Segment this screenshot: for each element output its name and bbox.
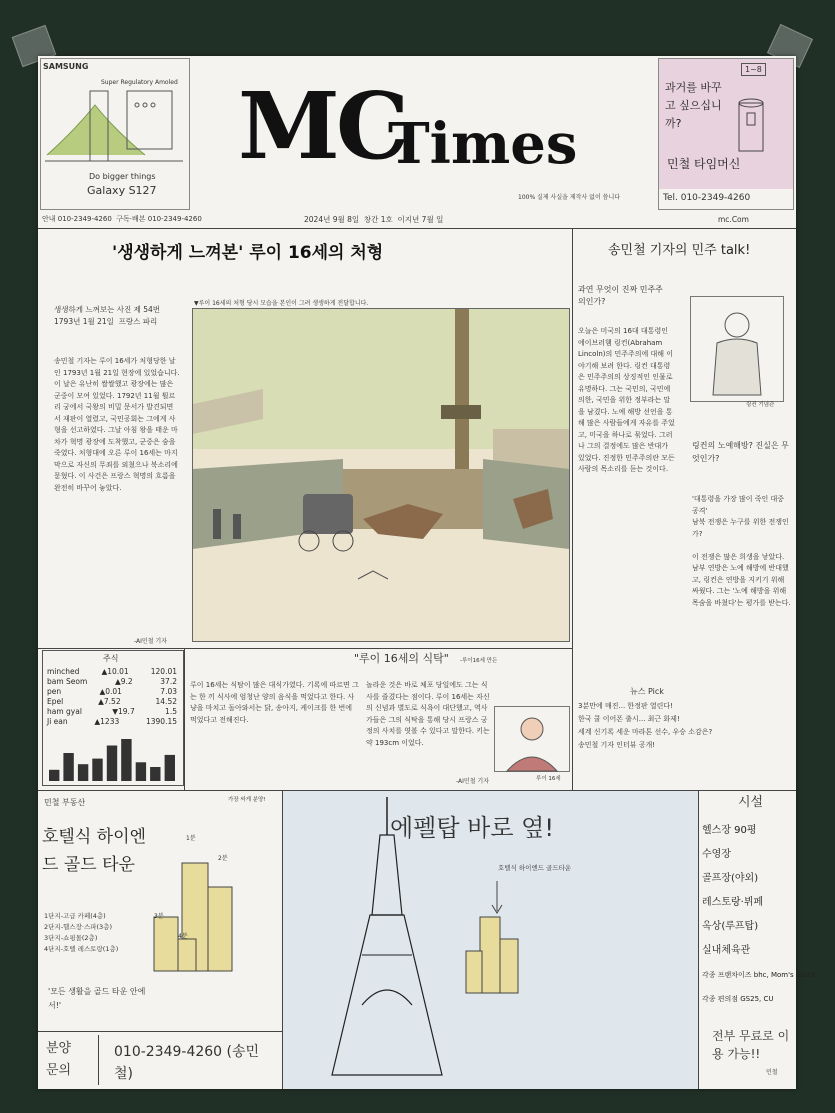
masthead-times: Times	[388, 111, 578, 177]
masthead-tagline: 100% 실제 사실을 제작사 없이 씀니다	[518, 194, 621, 201]
facility-item: 각종 편의점 GS25, CU	[702, 995, 774, 1003]
stock-row	[47, 677, 177, 687]
column-divider	[698, 791, 699, 1089]
masthead-title	[238, 72, 608, 196]
floor-label-1: 1분	[186, 835, 196, 842]
food-author: -AI민철 기자	[456, 778, 489, 785]
stock-name: minched	[47, 667, 80, 676]
samsung-slogan: Do bigger things	[89, 172, 156, 181]
column-divider	[184, 648, 185, 790]
column-side-question: 링컨의 노예해방? 진실은 무엇인가?	[692, 441, 789, 463]
samsung-brand: SAMSUNG	[43, 62, 89, 71]
realestate-ad	[38, 791, 282, 1089]
facility-item: 수영장	[702, 849, 731, 860]
inquiry-label: 문의	[46, 1063, 72, 1078]
gold-town-buildings-icon	[148, 841, 248, 971]
divider	[38, 228, 796, 229]
stock-bar	[136, 762, 146, 781]
time-machine-phone: Tel. 010-2349-4260	[663, 193, 751, 203]
louis-caption: 루이 16세	[536, 776, 561, 782]
stock-rows	[47, 667, 177, 727]
facilities-title: 시설	[738, 795, 764, 810]
newspaper-poster	[38, 56, 816, 1089]
facility-item: 실내체육관	[702, 945, 751, 956]
execution-drawing	[192, 308, 570, 642]
stock-bar	[49, 770, 59, 781]
stock-value: 37.2	[160, 677, 177, 686]
column-side	[692, 416, 792, 736]
gold-town-small-icon	[462, 881, 532, 993]
stock-change: ▼19.7	[112, 707, 135, 716]
column-body: 오늘은 미국의 16대 대통령인 에이브러햄 링컨(Abraham Lincoln)의 민주주의에 대해 이야기해 보려 한다. 링컨 대통령은 민주주의의 상징적인 인물로 유명하다. 그는 국민의, 국민에 의한, 국민을 위한 정부라는 말을 남겼다. 노예 해방 선언을 통해 많은 사람들에게 자유를 주었고, 미국을 하나로 묶었다. 그러나 그의 결정에도 많은 반대가 있었다. 진정한 민주주의란 모든 사람의 목소리를 듣는 것이다.	[578, 327, 678, 473]
facility-item: 각종 프랜차이즈 bhc, Mom's touch	[702, 971, 816, 979]
stock-change: ▲1233	[94, 717, 120, 726]
stock-row	[47, 717, 177, 727]
food-note: -루이16세 만든	[460, 658, 498, 664]
facilities-signature: 민철	[766, 1069, 778, 1076]
phone-sketch-icon	[45, 85, 185, 165]
samsung-ad	[40, 58, 190, 210]
lincoln-portrait	[690, 296, 784, 402]
main-headline: '생생하게 느껴본' 루이 16세의 처형	[112, 243, 384, 263]
eiffel-tower-note: 호텔식 하이엔드 골드타운	[498, 864, 572, 872]
facilities-free-note: 전부 무료로 이용 가능!!	[712, 1029, 790, 1061]
masthead-mc: MC	[238, 72, 406, 180]
realestate-top-note: 가장 싸게 분양!	[228, 797, 266, 803]
stock-change: ▲0.01	[99, 687, 122, 696]
samsung-product: Galaxy S127	[87, 184, 157, 197]
column-question: 과연 무엇이 진짜 민주주의인가?	[578, 285, 663, 306]
guillotine-scene-icon	[193, 309, 569, 641]
stock-change: ▲9.2	[114, 677, 133, 686]
time-machine-icon	[733, 97, 773, 157]
stock-bar	[63, 753, 73, 781]
time-machine-ad	[658, 58, 794, 210]
facility-item: 레스토랑·뷔페	[702, 897, 764, 908]
food-body-right: 놀라운 것은 바로 체포 당일에도 그는 식사를 즐겼다는 점이다. 루이 16세는 자신의 신념과 별도로 식욕이 대단했고, 역사가들은 그의 식탁을 통해 당시 프랑스 궁정의 사치를 엿볼 수 있다고 말한다. 키는 약 193cm 이었다.	[366, 681, 493, 747]
sale-label: 분양	[46, 1041, 72, 1056]
stock-table	[42, 650, 184, 786]
website: mc.Com	[718, 215, 749, 224]
stock-value: 120.01	[150, 667, 177, 676]
floor-label-4: 4분	[178, 933, 188, 940]
realestate-phone: 010-2349-4260 (송민철)	[114, 1044, 260, 1082]
ad-phone-line: 안내 010-2349-4260 구독·배본 010-2349-4260	[42, 215, 202, 223]
stock-row	[47, 707, 177, 717]
stock-name: pen	[47, 687, 62, 696]
stock-row	[47, 697, 177, 707]
stock-row	[47, 687, 177, 697]
news-pick-body: 3분만에 매진... 한정판 열린다! 한국 쿨 이어폰 출시... 최근 화제! 세계 신기록 세운 마라톤 선수, 우승 소감은? 송민철 기자 인터뷰 공개!	[578, 702, 713, 749]
stock-name: Ji ean	[47, 717, 68, 726]
realestate-label: 민철 부동산	[44, 798, 86, 807]
time-machine-product: 민철 타임머신	[667, 157, 741, 171]
floor-label-3: 3분	[154, 913, 164, 920]
louis-portrait-icon	[495, 707, 569, 771]
main-body: 송민철 기자는 루이 16세가 처형당한 날인 1793년 1월 21일 현장에 있었습니다. 이 날은 유난히 쌀쌀했고 광장에는 많은 군중이 모여 있었다. 1792년 11월 튈르리 궁에서 국왕의 비밀 문서가 발견되면서 재판이 열렸고, 국민공회는 그에게 사형을 선고하였다. 그날 아침 왕을 태운 마차가 혁명 광장에 도착했고, 군중은 숨을 죽였다. 처형대에 오른 루이 16세는 마지막으로 자신의 무죄를 외쳤으나 북소리에 묻혔다. 이 사건은 프랑스 혁명의 흐름을 완전히 바꾸어 놓았다.	[54, 357, 182, 492]
stock-change: ▲10.01	[101, 667, 129, 676]
lincoln-caption: 링컨 기념관	[746, 402, 775, 408]
lincoln-statue-icon	[691, 297, 783, 401]
stock-bar	[150, 767, 160, 781]
stock-value: 14.52	[155, 697, 177, 706]
facility-list	[702, 819, 816, 1011]
facility-item: 옥상(루프탑)	[702, 921, 759, 932]
stock-change: ▲7.52	[98, 697, 121, 706]
column-divider	[572, 228, 573, 790]
main-author: -AI민철 기자	[134, 638, 167, 645]
facility-item: 헬스장 90평	[702, 825, 757, 836]
realestate-name: 호텔식 하이엔드 골드 타운	[42, 827, 146, 875]
realestate-features: 1단지-고급 카페(4층) 2단지-헬스장·스파(3층) 3단지-쇼핑몰(2층) 4단지-호텔 레스토랑(1층)	[44, 912, 119, 953]
stock-value: 1390.15	[145, 717, 177, 726]
stock-value: 7.03	[160, 687, 177, 696]
realestate-slogan: '모든 생활을 골드 타운 안에서!'	[48, 987, 146, 1010]
food-title: "루이 16세의 식탁"	[354, 652, 449, 665]
eiffel-headline: 에펠탑 바로 옆!	[390, 814, 554, 842]
news-pick-title: 뉴스 Pick	[630, 687, 664, 696]
food-body-left: 루이 16세는 식탐이 많은 대식가였다. 기록에 따르면 그는 한 끼 식사에 엄청난 양의 음식을 먹었다고 한다. 사냥을 마치고 돌아와서는 닭, 송아지, 케이크를 한 번에 먹었다고 전해진다.	[190, 681, 359, 724]
time-machine-question: 과거를 바꾸고 싶으십니까?	[665, 81, 722, 130]
main-subhead: 생생하게 느껴보는 사진 제 54번 1793년 1월 21일 프랑스 파리	[54, 305, 161, 326]
stock-bar	[92, 759, 102, 781]
column-title: 송민철 기자의 민주 talk!	[608, 243, 751, 258]
stock-value: 1.5	[165, 707, 177, 716]
stock-bar	[121, 739, 131, 781]
facility-item: 골프장(야외)	[702, 873, 759, 884]
stock-name: bam Seom	[47, 677, 88, 686]
stock-bar	[107, 746, 117, 782]
stock-bar	[78, 764, 88, 781]
column-side-body: '대통령을 가장 많이 죽인 대중 공격' 남북 전쟁은 누구를 위한 전쟁인가? 이 전쟁은 많은 희생을 낳았다. 남부 연방은 노예 해방에 반대했고, 링컨은 연방을 지키기 위해 싸웠다. 그는 '노예 해방을 위해 목숨을 바쳤다'는 평가를 받는다.	[692, 495, 791, 607]
stock-row	[47, 667, 177, 677]
stock-name: ham gyal	[47, 707, 82, 716]
main-caption: ▼루이 16세의 처형 당시 모습을 본인이 그려 생생하게 전달합니다.	[194, 300, 369, 307]
divider	[38, 648, 572, 649]
floor-label-2: 2분	[218, 855, 228, 862]
samsung-tag: Super Regulatory Amoled	[101, 79, 178, 86]
louis-portrait	[494, 706, 570, 772]
eiffel-ad	[282, 791, 698, 1089]
column-divider	[282, 791, 283, 1089]
stock-title: 주식	[103, 654, 119, 663]
page-number: 1~8	[741, 63, 766, 76]
stock-chart	[47, 735, 177, 781]
stock-bar	[165, 755, 175, 781]
facilities	[700, 791, 816, 1089]
stock-name: Epel	[47, 697, 64, 706]
dateline: 2024년 9월 8일 창간 1호 이지년 7월 일	[304, 215, 444, 224]
divider	[38, 1031, 282, 1032]
divider	[98, 1035, 99, 1085]
